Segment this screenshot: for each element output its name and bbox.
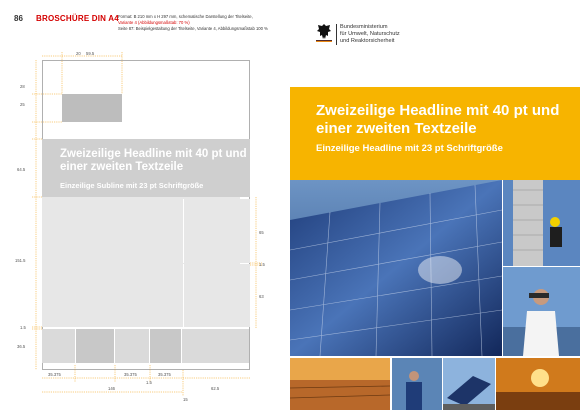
dim-left-4: 151.5	[15, 258, 26, 263]
document-title: BROSCHÜRE DIN A4	[36, 14, 119, 23]
dim-left-1: 28	[20, 84, 25, 89]
dim-left-3: 64.5	[17, 167, 26, 172]
dim-top-b: 59.5	[86, 51, 95, 56]
dim-bottom-5: 146	[108, 386, 115, 391]
tower-climber-photo	[503, 180, 580, 266]
strip-photo-sun	[496, 358, 580, 410]
dim-bottom-2: 35.375	[124, 372, 137, 377]
ministry-line-1: Bundesministerium	[340, 24, 388, 30]
dim-left-2: 25	[20, 102, 25, 107]
dim-left-6: 36.5	[17, 344, 26, 349]
dim-left-5: 1.5	[20, 325, 26, 330]
solar-panel-photo	[290, 180, 502, 356]
strip-photo-sunset	[290, 358, 390, 410]
strip-photo-array	[443, 358, 495, 410]
scientist-photo	[503, 267, 580, 356]
federal-eagle-icon	[316, 22, 332, 42]
ministry-line-3: und Reaktorsicherheit	[340, 38, 395, 44]
dim-bottom-1: 35.375	[48, 372, 61, 377]
dim-bottom-6: 62.5	[211, 386, 220, 391]
cover-headline: Zweizeilige Headline mit 40 pt und einer zweiten Textzeile	[316, 102, 560, 137]
dim-right-2: 1.5	[259, 262, 265, 267]
dim-top-a: 20	[76, 51, 81, 56]
schematic-headline: Zweizeilige Headline mit 40 pt und einer zweiten Textzeile	[60, 148, 247, 173]
strip-photo-worker	[392, 358, 442, 410]
schematic-subline: Einzeilige Subline mit 23 pt Schriftgröße	[60, 181, 204, 190]
dim-bottom-7: 15	[183, 397, 188, 402]
spec-line-2: Variante 4 (Abbildungsmaßstab: 70 %)	[118, 19, 190, 25]
dim-right-1: 65	[259, 230, 264, 235]
ministry-logo-text	[336, 24, 400, 45]
dim-right-3: 63	[259, 294, 264, 299]
dim-bottom-4: 1.5	[146, 380, 152, 385]
spec-line-1: Format: B 210 mm x H 297 mm, schematische Darstellung der Titelseite,	[118, 14, 253, 19]
cover-subline: Einzeilige Headline mit 23 pt Schriftgröße	[316, 143, 503, 154]
page-number: 86	[14, 14, 23, 23]
ministry-line-2: für Umwelt, Naturschutz	[340, 31, 400, 37]
spec-line-3: Seite 87: Beispielgestaltung der Titelseite, Variante 4, Abbildungsmaßstab 100 %	[118, 25, 268, 31]
dim-bottom-3: 35.375	[158, 372, 171, 377]
